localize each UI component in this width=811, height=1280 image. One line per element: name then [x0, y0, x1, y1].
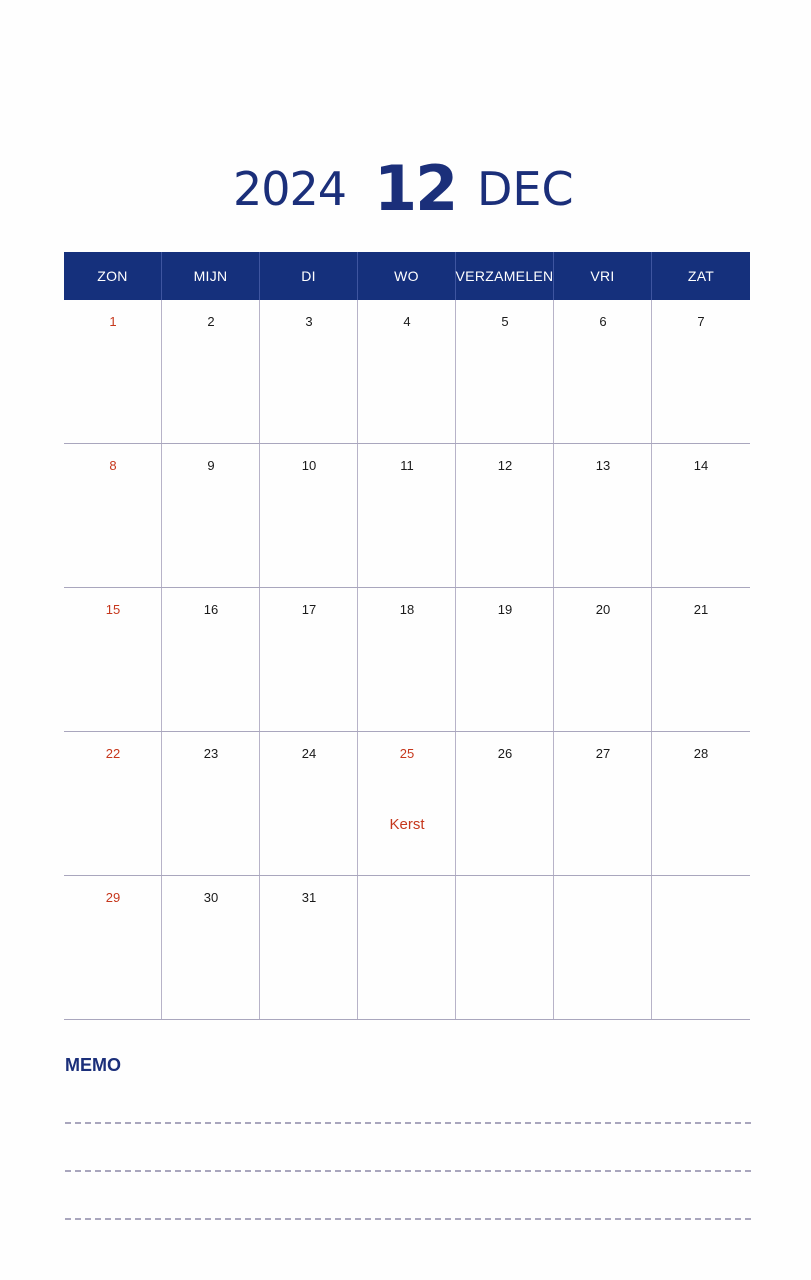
weekday-header: VERZAMELEN [456, 252, 554, 300]
week-row [64, 444, 750, 588]
day-number: 21 [693, 602, 709, 617]
day-number: 20 [595, 602, 611, 617]
day-number: 16 [203, 602, 219, 617]
day-cell[interactable] [260, 444, 358, 587]
day-number: 2 [207, 314, 215, 329]
weekday-header: ZAT [687, 268, 715, 284]
day-cell-empty [358, 876, 456, 1019]
day-cell[interactable] [456, 588, 554, 731]
day-number: 18 [399, 602, 415, 617]
day-cell[interactable] [64, 732, 162, 875]
day-number: 28 [693, 746, 709, 761]
day-cell[interactable] [652, 732, 750, 875]
calendar-grid [64, 252, 750, 1020]
day-number: 23 [203, 746, 219, 761]
day-cell[interactable] [260, 876, 358, 1019]
day-cell-holiday[interactable] [358, 732, 456, 875]
day-cell[interactable] [456, 732, 554, 875]
day-number: 10 [301, 458, 317, 473]
day-number: 1 [109, 314, 117, 329]
day-cell[interactable] [64, 300, 162, 443]
day-cell-empty [652, 876, 750, 1019]
day-cell[interactable] [64, 444, 162, 587]
day-number: 14 [693, 458, 709, 473]
day-number: 26 [497, 746, 513, 761]
day-number: 6 [599, 314, 607, 329]
day-cell[interactable] [652, 444, 750, 587]
day-number: 25 [399, 746, 415, 761]
day-cell[interactable] [358, 588, 456, 731]
day-cell[interactable] [64, 876, 162, 1019]
week-row [64, 588, 750, 732]
day-number: 8 [109, 458, 117, 473]
day-cell[interactable] [456, 444, 554, 587]
day-cell[interactable] [162, 444, 260, 587]
day-number: 9 [207, 458, 215, 473]
day-number: 22 [105, 746, 121, 761]
day-cell[interactable] [554, 444, 652, 587]
day-cell[interactable] [358, 300, 456, 443]
day-number: 17 [301, 602, 317, 617]
day-number: 7 [697, 314, 705, 329]
day-number: 29 [105, 890, 121, 905]
day-cell[interactable] [554, 588, 652, 731]
day-cell[interactable] [260, 732, 358, 875]
calendar-title [0, 150, 811, 230]
memo-line[interactable] [65, 1170, 751, 1172]
day-number: 15 [105, 602, 121, 617]
memo-title: MEMO [65, 1055, 121, 1075]
day-number: 13 [595, 458, 611, 473]
day-number: 5 [501, 314, 509, 329]
weekday-header-row [64, 252, 750, 300]
month-number: 12 [374, 152, 457, 225]
day-cell[interactable] [260, 300, 358, 443]
day-cell[interactable] [162, 732, 260, 875]
day-cell-empty [554, 876, 652, 1019]
weekday-header: ZON [64, 252, 162, 300]
day-cell[interactable] [64, 588, 162, 731]
day-number: 19 [497, 602, 513, 617]
holiday-label: Kerst [389, 816, 425, 833]
day-number: 3 [305, 314, 313, 329]
day-cell[interactable] [260, 588, 358, 731]
day-cell[interactable] [554, 300, 652, 443]
day-number: 4 [403, 314, 411, 329]
weekday-header: DI [260, 252, 358, 300]
memo-line[interactable] [65, 1218, 751, 1220]
week-row [64, 876, 750, 1020]
weekday-header: MIJN [162, 252, 260, 300]
day-number: 12 [497, 458, 513, 473]
day-cell[interactable] [652, 300, 750, 443]
weekday-header: WO [358, 252, 456, 300]
day-number: 11 [400, 458, 414, 473]
day-cell[interactable] [162, 876, 260, 1019]
day-cell[interactable] [358, 444, 456, 587]
day-number: 27 [595, 746, 611, 761]
memo-line[interactable] [65, 1122, 751, 1124]
day-cell[interactable] [652, 588, 750, 731]
week-row [64, 300, 750, 444]
day-number: 31 [301, 890, 317, 905]
day-number: 24 [301, 746, 317, 761]
week-row [64, 732, 750, 876]
day-cell[interactable] [162, 588, 260, 731]
day-cell[interactable] [162, 300, 260, 443]
day-number: 30 [203, 890, 219, 905]
day-cell-empty [456, 876, 554, 1019]
weekday-header: VRI [554, 252, 652, 300]
day-cell[interactable] [456, 300, 554, 443]
month-name: DEC [477, 162, 574, 216]
day-cell[interactable] [554, 732, 652, 875]
year-label: 2024 [233, 162, 347, 216]
